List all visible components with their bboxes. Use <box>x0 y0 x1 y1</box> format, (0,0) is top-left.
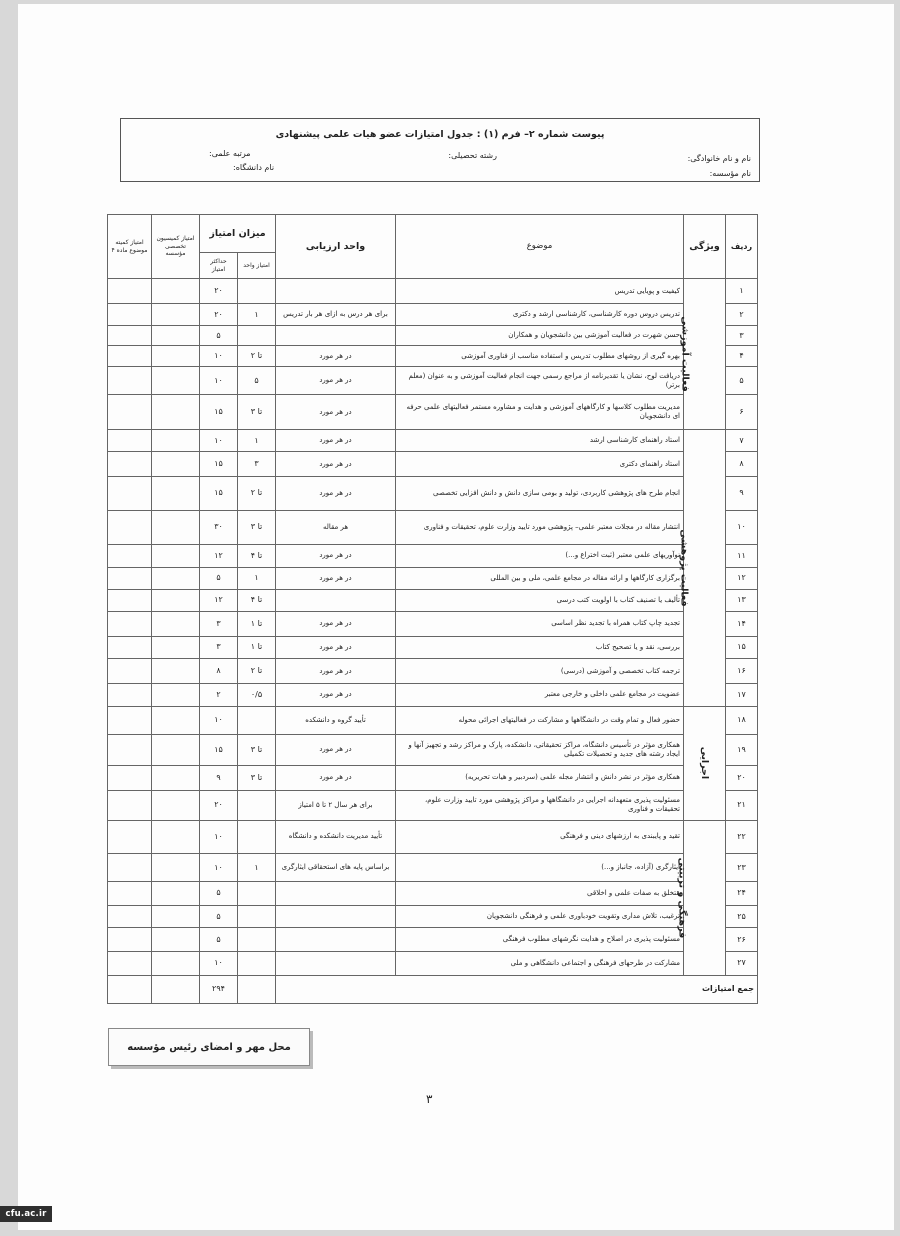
row-score-per-unit: تا ۳ <box>238 395 276 429</box>
row-evaluation-unit: در هر مورد <box>276 345 396 367</box>
row-score-max: ۱۰ <box>200 854 238 882</box>
row-number: ۲۵ <box>726 905 758 928</box>
form-header <box>120 118 760 182</box>
form-title: پیوست شماره ۲– فرم (۱) : جدول امتیازات عضو هیات علمی پیشنهادی <box>275 129 605 140</box>
row-score-max: ۵ <box>200 567 238 590</box>
row-committee-score <box>108 820 152 853</box>
row-commission-score <box>152 734 200 765</box>
row-topic: استاد راهنمای کارشناسی ارشد <box>396 429 684 452</box>
row-commission-score <box>152 545 200 568</box>
row-evaluation-unit <box>276 279 396 304</box>
row-score-per-unit: ۵ <box>238 367 276 395</box>
row-score-per-unit: تا ۳ <box>238 734 276 765</box>
row-evaluation-unit: در هر مورد <box>276 477 396 510</box>
row-score-max: ۵ <box>200 928 238 952</box>
row-number: ۲۳ <box>726 854 758 882</box>
row-topic: مشارکت در طرحهای فرهنگی و اجتماعی دانشگاهی و ملی <box>396 952 684 976</box>
row-commission-score <box>152 636 200 659</box>
row-committee-score <box>108 928 152 952</box>
row-evaluation-unit: تأیید مدیریت دانشکده و دانشگاه <box>276 820 396 853</box>
table-row <box>108 854 758 882</box>
row-commission-score <box>152 659 200 684</box>
row-committee-score <box>108 395 152 429</box>
row-commission-score <box>152 928 200 952</box>
row-number: ۲۱ <box>726 790 758 820</box>
row-committee-score <box>108 905 152 928</box>
row-score-max: ۱۵ <box>200 452 238 477</box>
row-score-max: ۱۰ <box>200 820 238 853</box>
row-topic: ترجمه کتاب تخصصی و آموزشی (درسی) <box>396 659 684 684</box>
row-evaluation-unit <box>276 882 396 906</box>
row-score-per-unit: تا ۳ <box>238 510 276 544</box>
row-evaluation-unit <box>276 952 396 976</box>
total-label: جمع امتیازات <box>276 975 758 1003</box>
table-row <box>108 905 758 928</box>
field-label: رشته تحصیلی: <box>448 151 497 160</box>
row-number: ۱۹ <box>726 734 758 765</box>
row-topic: تدریس دروس دوره کارشناسی، کارشناسی ارشد و دکتری <box>396 303 684 326</box>
row-commission-score <box>152 905 200 928</box>
row-evaluation-unit: در هر مورد <box>276 659 396 684</box>
row-number: ۳ <box>726 326 758 345</box>
table-row <box>108 659 758 684</box>
row-topic: عضویت در مجامع علمی داخلی و خارجی معتبر <box>396 683 684 706</box>
row-score-max: ۱۰ <box>200 367 238 395</box>
row-commission-score <box>152 611 200 636</box>
university-label: نام دانشگاه: <box>233 163 275 172</box>
row-evaluation-unit: در هر مورد <box>276 395 396 429</box>
table-row <box>108 429 758 452</box>
row-score-max: ۱۲ <box>200 545 238 568</box>
row-score-max: ۱۰ <box>200 345 238 367</box>
header-evaluation-unit: واحد ارزیابی <box>276 215 396 279</box>
table-row <box>108 611 758 636</box>
row-number: ۱۲ <box>726 567 758 590</box>
table-row <box>108 477 758 510</box>
row-topic: برگزاری کارگاهها و ارائه مقاله در مجامع علمی، ملی و بین المللی <box>396 567 684 590</box>
row-score-per-unit: ۱ <box>238 429 276 452</box>
row-topic: کیفیت و پویایی تدریس <box>396 279 684 304</box>
row-number: ۱۳ <box>726 590 758 612</box>
scores-table-body <box>108 279 758 1004</box>
row-commission-score <box>152 510 200 544</box>
row-evaluation-unit: براساس پایه های استحقاقی ایثارگری <box>276 854 396 882</box>
row-score-max: ۵ <box>200 326 238 345</box>
row-committee-score <box>108 659 152 684</box>
institute-label: نام مؤسسه: <box>709 169 751 178</box>
row-commission-score <box>152 683 200 706</box>
header-commission-score: امتیاز کمیسیون تخصصی مؤسسه <box>152 215 200 279</box>
row-number: ۲۷ <box>726 952 758 976</box>
category-label-cultural: فرهنگی و تربیتی <box>676 857 688 939</box>
row-committee-score <box>108 303 152 326</box>
name-label: نام و نام خانوادگی: <box>687 154 751 163</box>
seal-signature-box: محل مهر و امضای رئیس مؤسسه <box>108 1028 310 1066</box>
row-evaluation-unit: در هر مورد <box>276 545 396 568</box>
row-score-max: ۱۰ <box>200 952 238 976</box>
row-committee-score <box>108 683 152 706</box>
table-row <box>108 395 758 429</box>
row-score-max: ۸ <box>200 659 238 684</box>
row-topic: متخلق به صفات علمی و اخلاقی <box>396 882 684 906</box>
row-evaluation-unit: برای هر درس به ازای هر بار تدریس <box>276 303 396 326</box>
header-score-per-unit: امتیاز واحد <box>238 253 276 279</box>
row-evaluation-unit <box>276 928 396 952</box>
row-score-max: ۲۰ <box>200 303 238 326</box>
row-number: ۲۶ <box>726 928 758 952</box>
row-number: ۲ <box>726 303 758 326</box>
row-commission-score <box>152 477 200 510</box>
row-topic: مسئولیت پذیری متعهدانه اجرایی در دانشگاهها و مراکز پژوهشی مورد تایید وزارت علوم، تحقیقات و فناوری <box>396 790 684 820</box>
row-score-per-unit <box>238 952 276 976</box>
row-commission-score <box>152 367 200 395</box>
row-committee-score <box>108 790 152 820</box>
row-evaluation-unit: در هر مورد <box>276 611 396 636</box>
row-commission-score <box>152 452 200 477</box>
row-number: ۱۷ <box>726 683 758 706</box>
table-row <box>108 452 758 477</box>
table-row <box>108 765 758 790</box>
row-commission-score <box>152 395 200 429</box>
row-committee-score <box>108 567 152 590</box>
row-commission-score <box>152 765 200 790</box>
row-commission-score <box>152 706 200 734</box>
row-score-per-unit: تا ۲ <box>238 477 276 510</box>
row-evaluation-unit: در هر مورد <box>276 567 396 590</box>
row-commission-score <box>152 882 200 906</box>
row-evaluation-unit <box>276 590 396 612</box>
row-committee-score <box>108 611 152 636</box>
row-topic: بررسی، نقد و یا تصحیح کتاب <box>396 636 684 659</box>
total-commission-empty <box>152 975 200 1003</box>
header-feature: ویژگی <box>684 215 726 279</box>
table-row <box>108 734 758 765</box>
row-score-per-unit <box>238 790 276 820</box>
row-evaluation-unit: در هر مورد <box>276 429 396 452</box>
row-topic: مسئولیت پذیری در اصلاح و هدایت نگرشهای مطلوب فرهنگی <box>396 928 684 952</box>
row-score-per-unit: تا ۱ <box>238 636 276 659</box>
table-row <box>108 279 758 304</box>
row-number: ۵ <box>726 367 758 395</box>
row-number: ۸ <box>726 452 758 477</box>
row-topic: بهره گیری از روشهای مطلوب تدریس و استفاده مناسب از فناوری آموزشی <box>396 345 684 367</box>
row-commission-score <box>152 790 200 820</box>
row-score-per-unit <box>238 326 276 345</box>
row-evaluation-unit: تأیید گروه و دانشکده <box>276 706 396 734</box>
row-topic: انجام طرح های پژوهشی کاربردی، تولید و بومی سازی دانش و دانش افزایی تخصصی <box>396 477 684 510</box>
table-row <box>108 510 758 544</box>
table-row <box>108 326 758 345</box>
row-committee-score <box>108 326 152 345</box>
table-row <box>108 952 758 976</box>
row-score-max: ۱۰ <box>200 706 238 734</box>
total-value: ۲۹۴ <box>200 975 238 1003</box>
row-commission-score <box>152 345 200 367</box>
total-row <box>108 975 758 1003</box>
row-number: ۱۰ <box>726 510 758 544</box>
row-score-per-unit <box>238 905 276 928</box>
row-evaluation-unit: در هر مورد <box>276 765 396 790</box>
row-evaluation-unit: برای هر سال ۲ تا ۵ امتیاز <box>276 790 396 820</box>
row-commission-score <box>152 303 200 326</box>
category-cell <box>676 820 726 975</box>
rank-label: مرتبه علمی: <box>209 149 251 158</box>
row-score-per-unit <box>238 279 276 304</box>
header-topic: موضوع <box>396 215 684 279</box>
row-score-max: ۲۰ <box>200 279 238 304</box>
row-commission-score <box>152 820 200 853</box>
row-number: ۲۲ <box>726 820 758 853</box>
header-row-number: ردیف <box>726 215 758 279</box>
row-score-per-unit <box>238 882 276 906</box>
row-topic: انتشار مقاله در مجلات معتبر علمی– پژوهشی مورد تایید وزارت علوم، تحقیقات و فناوری <box>396 510 684 544</box>
row-committee-score <box>108 545 152 568</box>
row-number: ۱۴ <box>726 611 758 636</box>
cfu-logo: cfu.ac.ir <box>0 1206 52 1222</box>
header-committee-score: امتیاز کمیته موضوع ماده ۴ <box>108 215 152 279</box>
row-evaluation-unit: در هر مورد <box>276 452 396 477</box>
row-topic: تجدید چاپ کتاب همراه با تجدید نظر اساسی <box>396 611 684 636</box>
row-score-per-unit: تا ۴ <box>238 545 276 568</box>
category-cell <box>684 706 726 820</box>
row-committee-score <box>108 279 152 304</box>
scores-table <box>107 214 758 1004</box>
row-number: ۲۰ <box>726 765 758 790</box>
row-score-max: ۱۵ <box>200 477 238 510</box>
row-evaluation-unit: هر مقاله <box>276 510 396 544</box>
row-topic: مدیریت مطلوب کلاسها و کارگاههای آموزشی و هدایت و مشاوره مستمر فعالیتهای علمی حرفه ای دانشجویان <box>396 395 684 429</box>
row-number: ۱ <box>726 279 758 304</box>
row-number: ۷ <box>726 429 758 452</box>
row-topic: تألیف یا تصنیف کتاب با اولویت کتب درسی <box>396 590 684 612</box>
row-committee-score <box>108 882 152 906</box>
row-number: ۱۵ <box>726 636 758 659</box>
row-score-max: ۵ <box>200 882 238 906</box>
table-row <box>108 820 758 853</box>
header-score: میزان امتیاز <box>200 215 276 253</box>
row-evaluation-unit: در هر مورد <box>276 683 396 706</box>
row-topic: دریافت لوح، نشان یا تقدیرنامه از مراجع رسمی جهت انجام فعالیت آموزشی و به عنوان (معلم برتر) <box>396 367 684 395</box>
row-score-max: ۵ <box>200 905 238 928</box>
header-score-max: حداکثر امتیاز <box>200 253 238 279</box>
row-committee-score <box>108 854 152 882</box>
row-topic: حسن شهرت در فعالیت آموزشی بین دانشجویان و همکاران <box>396 326 684 345</box>
total-per-unit-empty <box>238 975 276 1003</box>
category-cell <box>679 279 726 430</box>
row-committee-score <box>108 345 152 367</box>
table-row <box>108 367 758 395</box>
row-score-per-unit <box>238 928 276 952</box>
row-commission-score <box>152 854 200 882</box>
row-committee-score <box>108 477 152 510</box>
row-commission-score <box>152 279 200 304</box>
row-committee-score <box>108 429 152 452</box>
row-number: ۶ <box>726 395 758 429</box>
table-row <box>108 636 758 659</box>
row-commission-score <box>152 429 200 452</box>
row-score-max: ۱۵ <box>200 734 238 765</box>
row-number: ۱۶ <box>726 659 758 684</box>
row-score-per-unit: ۱ <box>238 854 276 882</box>
category-label-research: فعالیت پژوهشی <box>678 529 690 607</box>
row-number: ۴ <box>726 345 758 367</box>
row-number: ۱۱ <box>726 545 758 568</box>
row-score-per-unit: تا ۲ <box>238 659 276 684</box>
total-committee-empty <box>108 975 152 1003</box>
row-commission-score <box>152 567 200 590</box>
row-topic: استاد راهنمای دکتری <box>396 452 684 477</box>
category-cell <box>678 429 726 706</box>
row-score-per-unit: ۱ <box>238 567 276 590</box>
row-topic: تقید و پایبندی به ارزشهای دینی و فرهنگی <box>396 820 684 853</box>
row-score-per-unit <box>238 706 276 734</box>
row-score-per-unit: ۰/۵ <box>238 683 276 706</box>
category-label-executive: اجرایی <box>699 746 711 780</box>
row-committee-score <box>108 452 152 477</box>
row-committee-score <box>108 952 152 976</box>
row-evaluation-unit: در هر مورد <box>276 734 396 765</box>
row-evaluation-unit <box>276 905 396 928</box>
row-committee-score <box>108 706 152 734</box>
table-row <box>108 706 758 734</box>
row-topic: همکاری مؤثر در نشر دانش و انتشار مجله علمی (سردبیر و هیات تحریریه) <box>396 765 684 790</box>
row-score-per-unit: تا ۲ <box>238 345 276 367</box>
row-topic: نوآوریهای علمی معتبر (ثبت اختراع و...) <box>396 545 684 568</box>
row-score-max: ۲۰ <box>200 790 238 820</box>
row-score-max: ۳ <box>200 611 238 636</box>
row-score-per-unit: تا ۱ <box>238 611 276 636</box>
row-topic: حضور فعال و تمام وقت در دانشگاهها و مشارکت در فعالیتهای اجرائی محوله <box>396 706 684 734</box>
table-row <box>108 683 758 706</box>
row-score-max: ۳۰ <box>200 510 238 544</box>
row-score-per-unit: تا ۴ <box>238 590 276 612</box>
row-committee-score <box>108 367 152 395</box>
row-commission-score <box>152 590 200 612</box>
row-committee-score <box>108 734 152 765</box>
row-score-per-unit: ۳ <box>238 452 276 477</box>
row-commission-score <box>152 952 200 976</box>
row-score-max: ۹ <box>200 765 238 790</box>
row-score-max: ۱۵ <box>200 395 238 429</box>
row-score-per-unit <box>238 820 276 853</box>
row-committee-score <box>108 636 152 659</box>
row-committee-score <box>108 765 152 790</box>
row-number: ۱۸ <box>726 706 758 734</box>
row-evaluation-unit <box>276 326 396 345</box>
row-topic: ایثارگری (آزاده، جانباز و...) <box>396 854 684 882</box>
table-row <box>108 928 758 952</box>
row-topic: ترغیب، تلاش مداری وتقویت خودباوری علمی و فرهنگی دانشجویان <box>396 905 684 928</box>
row-evaluation-unit: در هر مورد <box>276 367 396 395</box>
row-number: ۲۴ <box>726 882 758 906</box>
row-commission-score <box>152 326 200 345</box>
category-label-education: فعالیت آموزشی <box>679 316 691 392</box>
row-topic: همکاری مؤثر در تأسیس دانشگاه، مراکز تحقیقاتی، دانشکده، پارک و مراکز رشد و تجهیز آنها و ایجاد رشته های جدید و تحصیلات تکمیلی <box>396 734 684 765</box>
row-score-per-unit: تا ۳ <box>238 765 276 790</box>
row-committee-score <box>108 590 152 612</box>
row-committee-score <box>108 510 152 544</box>
table-row <box>108 590 758 612</box>
row-score-max: ۱۲ <box>200 590 238 612</box>
page-number: ۳ <box>426 1092 433 1106</box>
table-row <box>108 303 758 326</box>
row-evaluation-unit: در هر مورد <box>276 636 396 659</box>
row-score-max: ۱۰ <box>200 429 238 452</box>
row-number: ۹ <box>726 477 758 510</box>
table-row <box>108 790 758 820</box>
row-score-max: ۲ <box>200 683 238 706</box>
row-score-per-unit: ۱ <box>238 303 276 326</box>
row-score-max: ۳ <box>200 636 238 659</box>
